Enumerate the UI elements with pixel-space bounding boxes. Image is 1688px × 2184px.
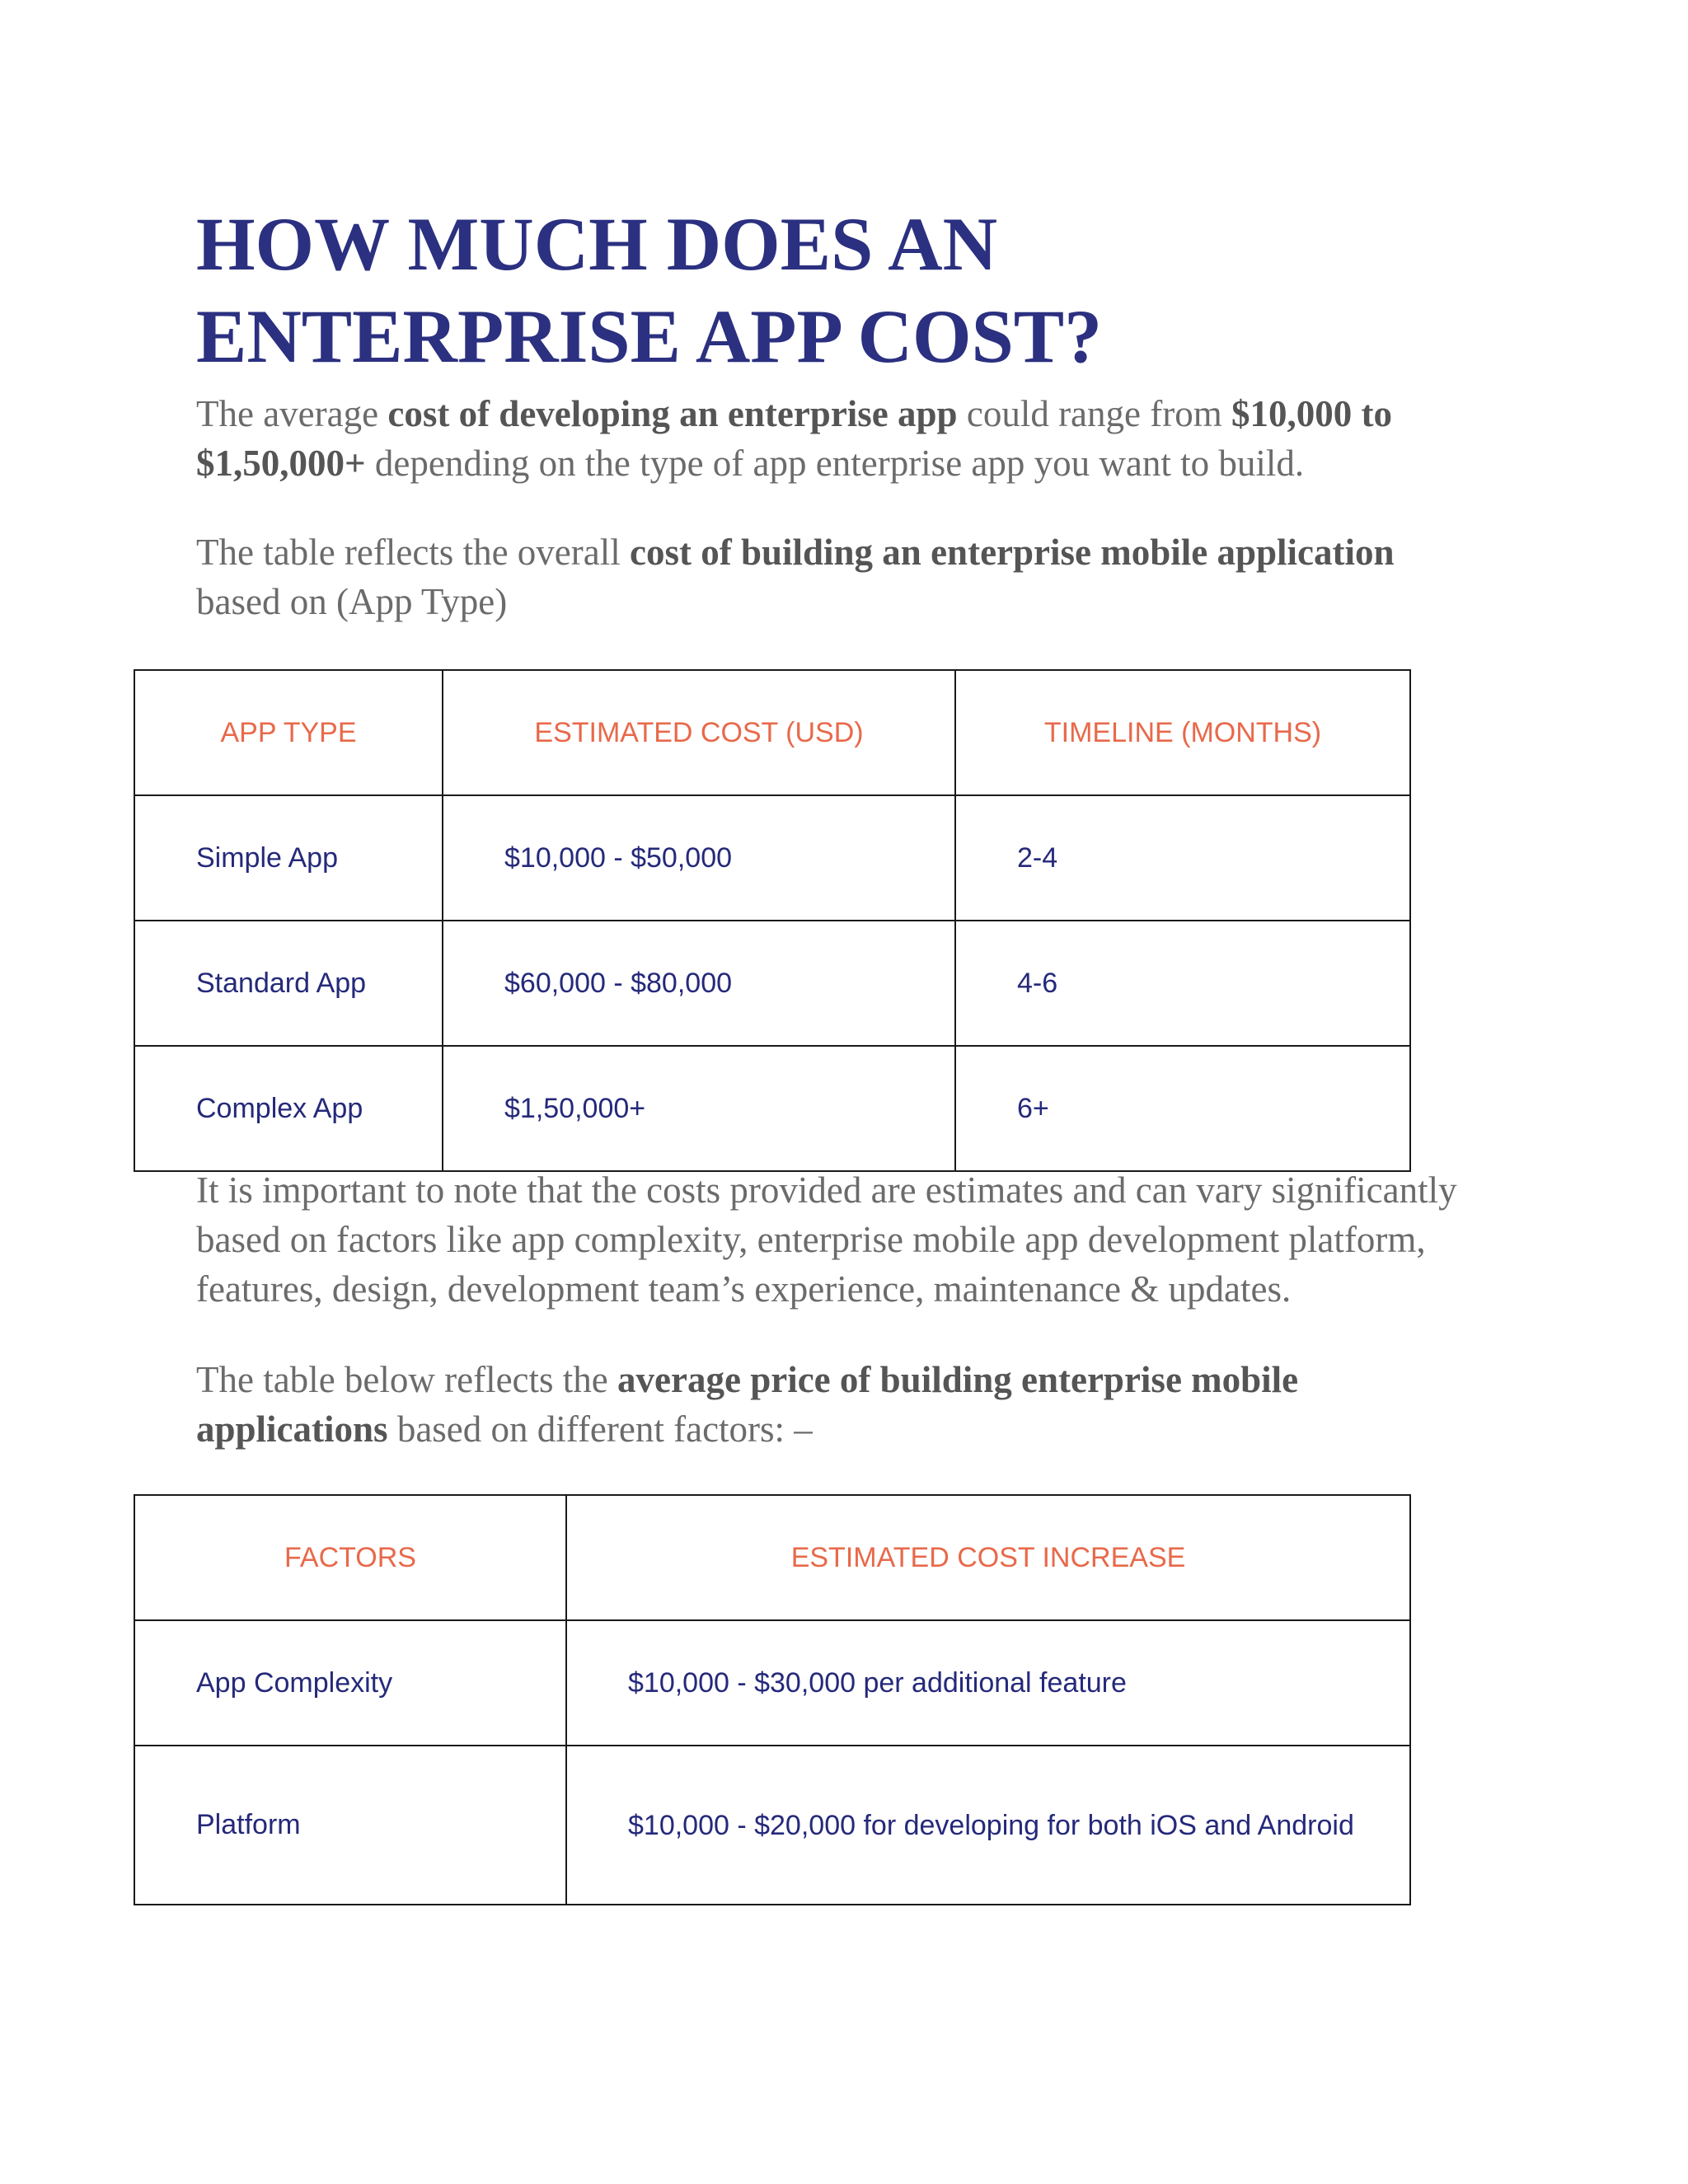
table2-intro-paragraph bbox=[196, 1355, 1482, 1454]
table-row bbox=[134, 1746, 1410, 1905]
intro-paragraph bbox=[196, 389, 1482, 488]
table-row bbox=[134, 1620, 1410, 1746]
cell-factor: Platform bbox=[134, 1746, 566, 1905]
table-row bbox=[134, 921, 1410, 1046]
intro-text-2: could range from bbox=[957, 393, 1231, 434]
cell-timeline: 6+ bbox=[955, 1046, 1410, 1171]
cell-estimated-cost: $10,000 - $50,000 bbox=[443, 795, 955, 921]
table2-intro-text-1: The table below reflects the bbox=[196, 1359, 618, 1400]
cell-factor: App Complexity bbox=[134, 1620, 566, 1746]
cell-estimated-cost: $1,50,000+ bbox=[443, 1046, 955, 1171]
cell-estimated-cost: $60,000 - $80,000 bbox=[443, 921, 955, 1046]
cell-cost-increase: $10,000 - $30,000 per additional feature bbox=[566, 1620, 1410, 1746]
header-factors: FACTORS bbox=[134, 1495, 566, 1620]
intro-text-3: depending on the type of app enterprise app you want to build. bbox=[365, 443, 1305, 484]
table1-intro-text-2: based on (App Type) bbox=[196, 581, 508, 622]
intro-text-1: The average bbox=[196, 393, 388, 434]
table1-intro-bold: cost of building an enterprise mobile application bbox=[629, 532, 1395, 573]
table-header-row bbox=[134, 1495, 1410, 1620]
intro-bold-1: cost of developing an enterprise app bbox=[387, 393, 958, 434]
table1-intro-paragraph bbox=[196, 527, 1482, 626]
cell-app-type: Complex App bbox=[134, 1046, 443, 1171]
app-type-cost-table bbox=[134, 669, 1411, 1172]
cell-cost-increase: $10,000 - $20,000 for developing for both iOS and Android bbox=[566, 1746, 1410, 1905]
factors-cost-table bbox=[134, 1494, 1411, 1905]
cell-timeline: 4-6 bbox=[955, 921, 1410, 1046]
table2-intro-bold: average price of building enterprise mobile applications bbox=[196, 1359, 1299, 1450]
intro-bold-2: $10,000 to $1,50,000+ bbox=[196, 393, 1392, 484]
table-row bbox=[134, 1046, 1410, 1171]
header-timeline: TIMELINE (MONTHS) bbox=[955, 670, 1410, 795]
header-app-type: APP TYPE bbox=[134, 670, 443, 795]
cost-note-paragraph: It is important to note that the costs provided are estimates and can vary significantly based on factors like app complexity, enterprise mobile app development platform, features, design, development team’s experience, maintenance & updates. bbox=[196, 1169, 1457, 1310]
table-row bbox=[134, 795, 1410, 921]
header-cost-increase: ESTIMATED COST INCREASE bbox=[566, 1495, 1410, 1620]
table2-intro-text-2: based on different factors: – bbox=[387, 1408, 813, 1450]
page-title: HOW MUCH DOES AN ENTERPRISE APP COST? bbox=[196, 202, 1103, 378]
table-header-row bbox=[134, 670, 1410, 795]
table1-intro-text-1: The table reflects the overall bbox=[196, 532, 630, 573]
cell-app-type: Standard App bbox=[134, 921, 443, 1046]
header-estimated-cost: ESTIMATED COST (USD) bbox=[443, 670, 955, 795]
cell-timeline: 2-4 bbox=[955, 795, 1410, 921]
cell-app-type: Simple App bbox=[134, 795, 443, 921]
